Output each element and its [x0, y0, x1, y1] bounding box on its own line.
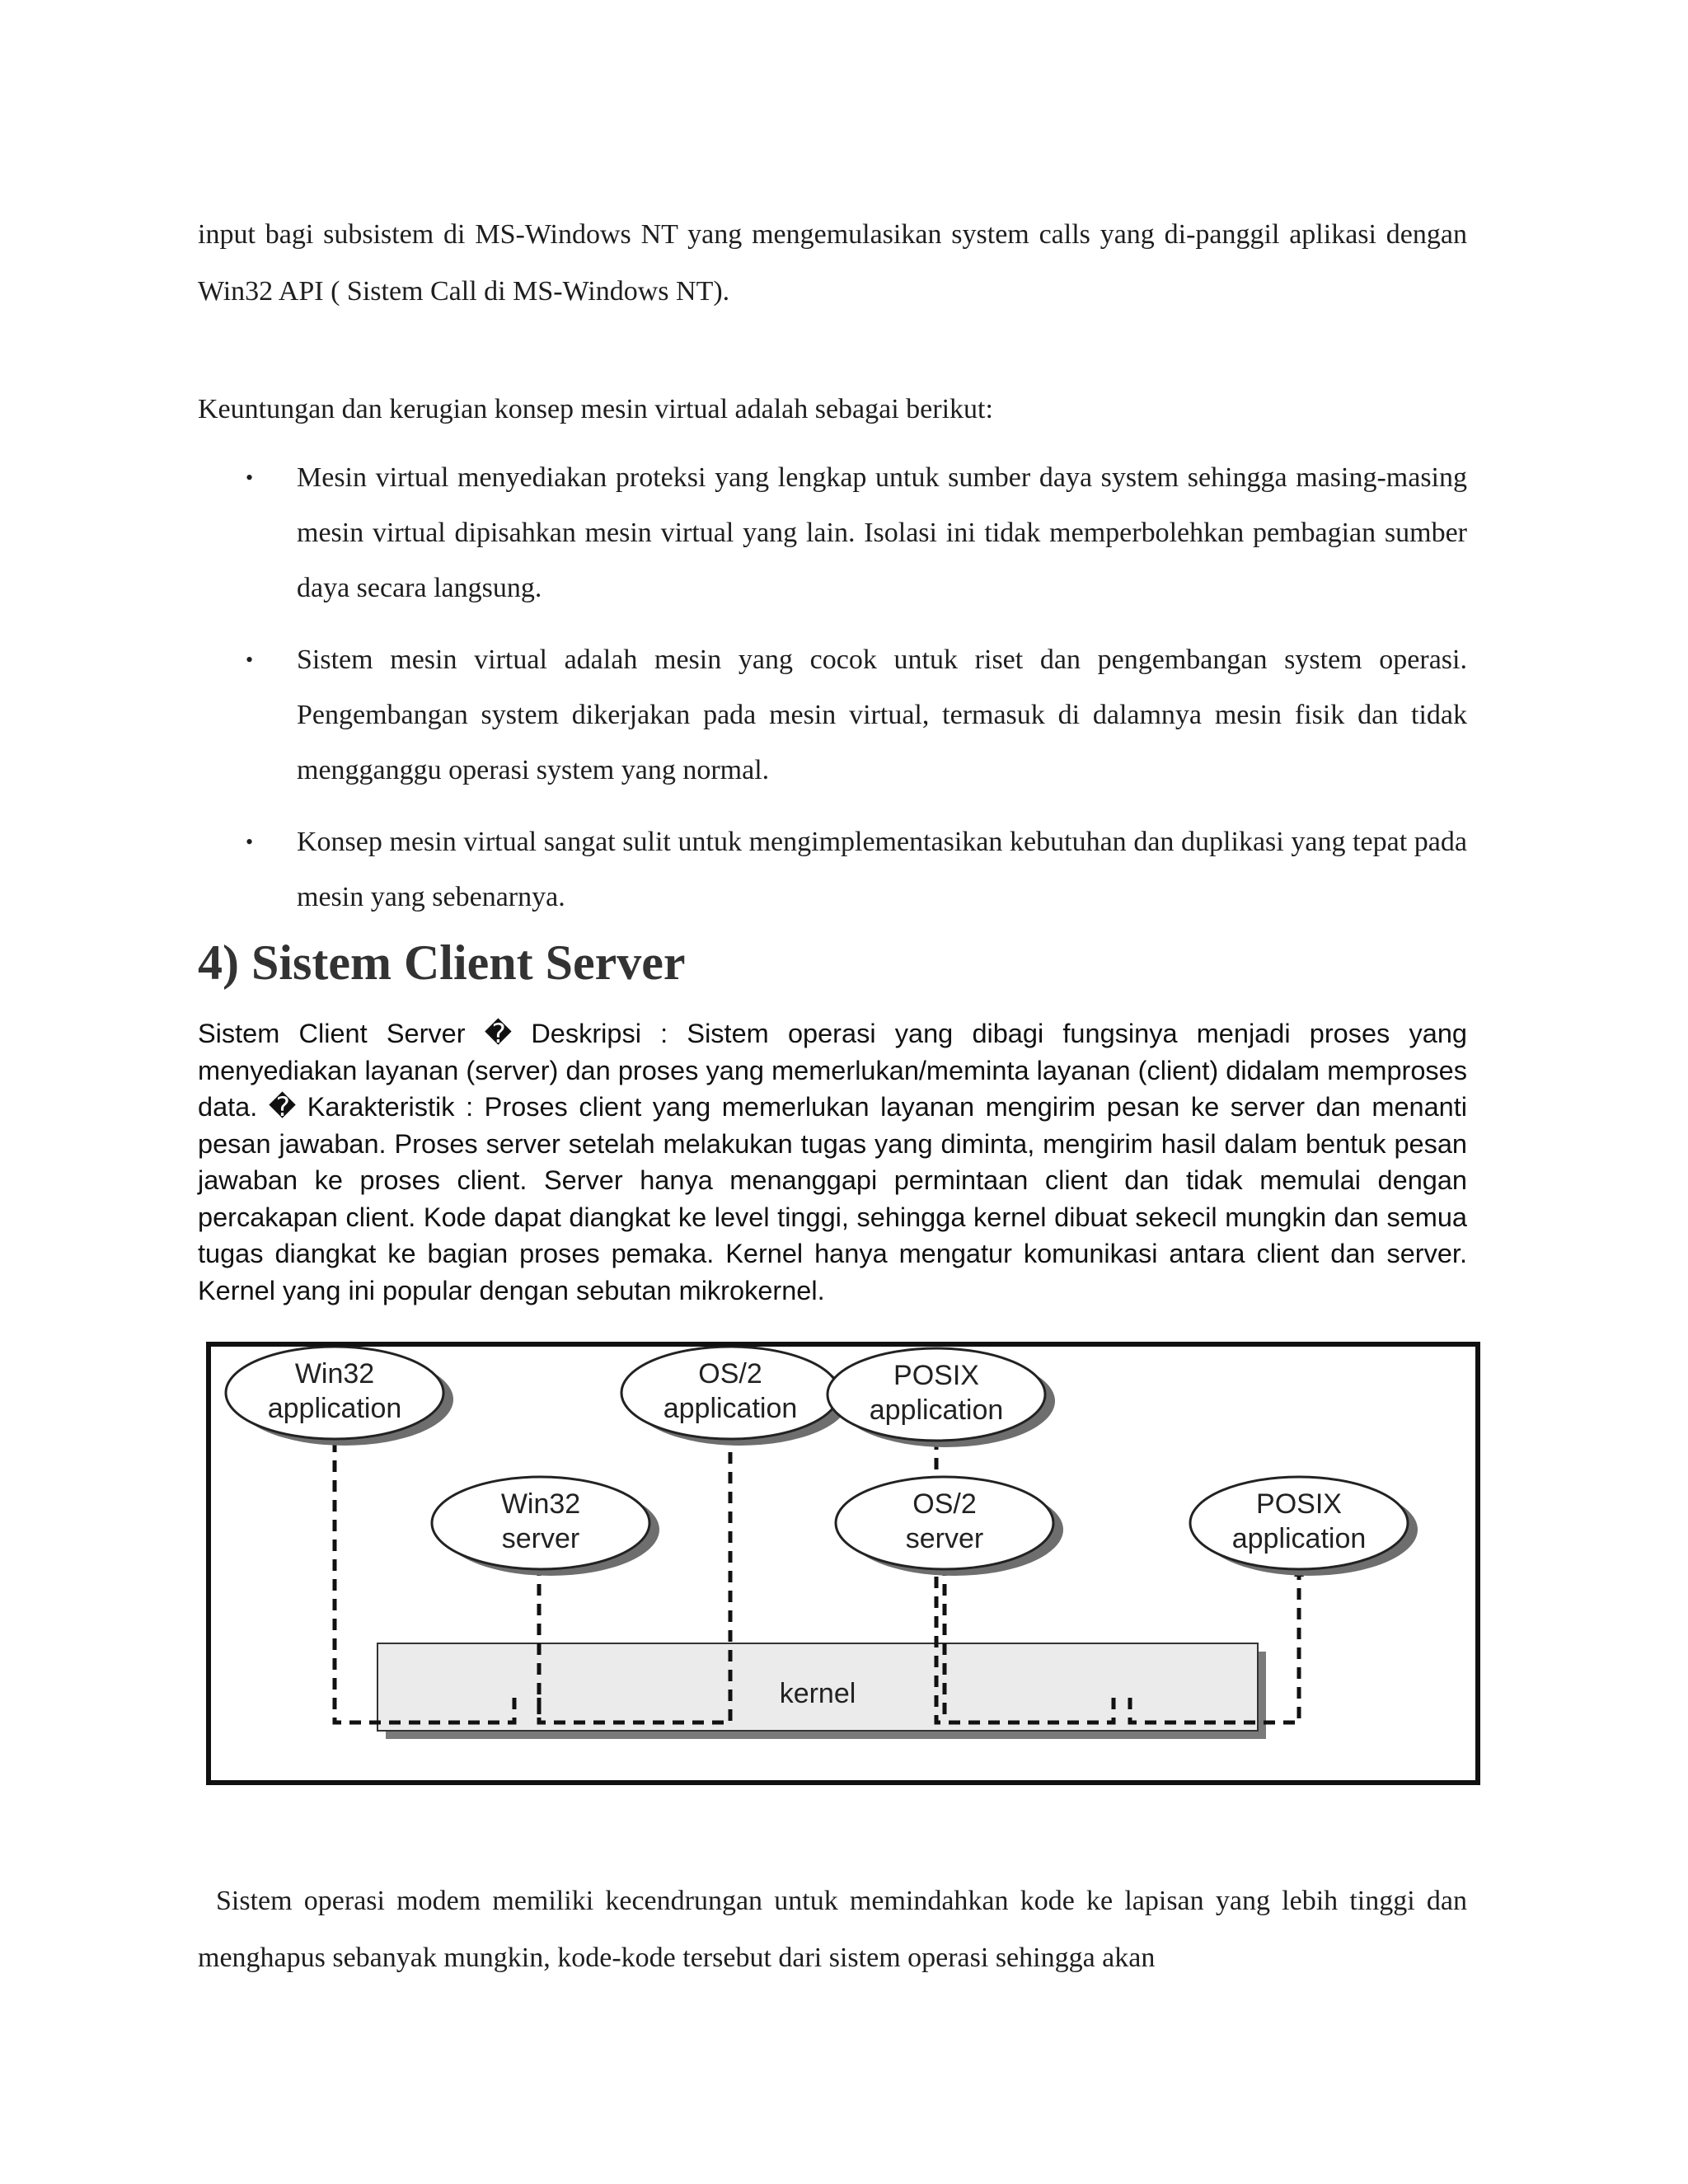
lead-text: Keuntungan dan kerugian konsep mesin virtual adalah sebagai berikut:: [198, 394, 993, 424]
node-win32-application: [226, 1347, 453, 1446]
advantages-lead: [198, 381, 1467, 438]
node-os2-application: [621, 1347, 849, 1446]
client-server-description: Sistem Client Server � Deskripsi : Sistem operasi yang dibagi fungsinya menjadi proses yang menyediakan layanan (server) dan proses yang memerlukan/meminta layanan (client) didalam memproses data. � Karakteristik : Proses client yang memerlukan layanan mengirim pesan ke server dan menanti pesan jawaban. Proses server setelah melakukan tugas yang diminta, mengirim hasil dalam bentuk pesan jawaban ke proses client. Server hanya menanggapi permintaan client dan tidak memulai dengan percakapan client. Kode dapat diangkat ke level tinggi, sehingga kernel dibuat sekecil mungkin dan semua tugas diangkat ke bagian proses pemaka. Kernel hanya mengatur komunikasi antara client dan server. Kernel yang ini popular dengan sebutan mikrokernel.: [198, 1019, 1467, 1305]
node-label-top: OS/2: [912, 1488, 977, 1520]
advantages-list: [198, 450, 1467, 941]
node-label-top: Win32: [294, 1358, 375, 1390]
bullet-marker: •: [246, 830, 254, 854]
list-item-text: Konsep mesin virtual sangat sulit untuk mengimplementasikan kebutuhan dan duplikasi yang tepat pada mesin yang sebenarnya.: [297, 827, 1467, 912]
section-heading: 4) Sistem Client Server: [198, 935, 686, 990]
list-item: [198, 632, 1467, 798]
kernel-label: kernel: [779, 1678, 856, 1709]
list-item: [198, 814, 1467, 925]
node-label-bottom: application: [663, 1393, 798, 1424]
node-win32-server: [432, 1477, 659, 1576]
diagram-canvas: [211, 1347, 1475, 1780]
node-label-bottom: server: [905, 1523, 984, 1554]
list-item: [198, 450, 1467, 616]
node-label-top: POSIX: [1256, 1488, 1342, 1520]
node-label-top: Win32: [500, 1488, 581, 1520]
node-posix-application-top: [828, 1348, 1055, 1447]
node-label-bottom: application: [869, 1394, 1004, 1426]
list-item-text: Mesin virtual menyediakan proteksi yang lengkap untuk sumber daya system sehingga masing-masing mesin virtual dipisahkan mesin virtual yang lain. Isolasi ini tidak memperbolehkan pembagian sumber daya secara langsung.: [297, 462, 1467, 603]
node-label-bottom: application: [1231, 1523, 1367, 1554]
node-label-top: OS/2: [698, 1358, 762, 1390]
node-label-bottom: application: [267, 1393, 402, 1424]
intro-paragraph: [198, 206, 1467, 320]
intro-text: input bagi subsistem di MS-Windows NT yang mengemulasikan system calls yang di-panggil aplikasi dengan Win32 API ( Sistem Call di MS-Windows NT).: [198, 219, 1467, 307]
node-posix-application-right: [1190, 1477, 1418, 1576]
list-item-text: Sistem mesin virtual adalah mesin yang cocok untuk riset dan pengembangan system operasi. Pengembangan system dikerjakan pada mesin virtual, termasuk di dalamnya mesin fisik dan tidak mengganggu operasi system yang normal.: [297, 644, 1467, 785]
closing-paragraph: [198, 1872, 1467, 1986]
node-os2-server: [836, 1477, 1063, 1576]
node-label-bottom: server: [501, 1523, 580, 1554]
node-label-top: POSIX: [893, 1360, 979, 1391]
bullet-marker: •: [246, 466, 254, 490]
closing-text: Sistem operasi modem memiliki kecendrungan untuk memindahkan kode ke lapisan yang lebih tinggi dan menghapus sebanyak mungkin, kode-kode tersebut dari sistem operasi sehingga akan: [198, 1886, 1467, 1973]
bullet-marker: •: [246, 648, 254, 672]
client-server-diagram: [206, 1342, 1480, 1785]
